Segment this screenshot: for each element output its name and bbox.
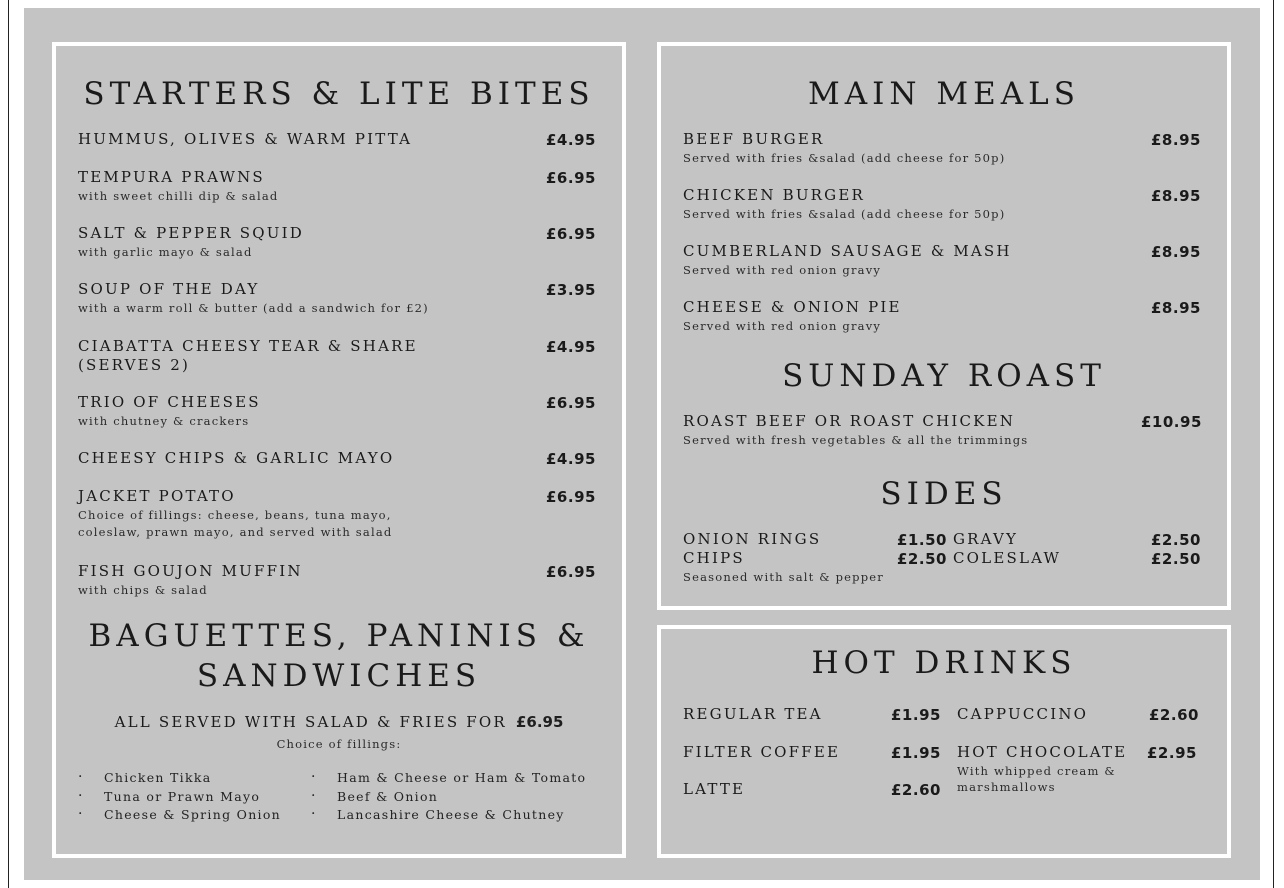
menu-item bbox=[957, 743, 1127, 796]
item-name: CAPPUCCINO bbox=[957, 705, 1089, 723]
menu-item bbox=[957, 705, 1088, 723]
item-name: ONION RINGS bbox=[683, 530, 822, 548]
item-description-line2: coleslaw, prawn mayo, and served with salad bbox=[78, 525, 393, 539]
filling-item: · Ham & Cheese or Ham & Tomato bbox=[311, 770, 586, 789]
item-description: Served with red onion gravy bbox=[683, 319, 882, 333]
filling-item: · Beef & Onion bbox=[311, 789, 586, 808]
menu-item bbox=[683, 412, 1028, 449]
item-name: CHIPS bbox=[683, 549, 745, 567]
item-name: CHEESE & ONION PIE bbox=[683, 298, 902, 316]
fillings-list-left bbox=[78, 770, 281, 826]
menu-item bbox=[78, 130, 412, 148]
served-with-line bbox=[56, 712, 622, 731]
hot-drinks-panel bbox=[661, 629, 1227, 854]
item-price: £8.95 bbox=[1151, 131, 1201, 149]
item-name: TRIO OF CHEESES bbox=[78, 393, 261, 411]
item-price: £2.60 bbox=[1149, 706, 1199, 724]
menu-item bbox=[953, 549, 1061, 567]
item-price: £4.95 bbox=[546, 338, 596, 356]
main-meals-heading: MAIN MEALS bbox=[808, 76, 1080, 112]
item-description: Served with red onion gravy bbox=[683, 263, 882, 277]
menu-item bbox=[683, 130, 1005, 167]
hot-drinks-heading: HOT DRINKS bbox=[811, 645, 1077, 681]
item-name: TEMPURA PRAWNS bbox=[78, 168, 265, 186]
left-menu-panel bbox=[56, 46, 622, 854]
filling-item: · Cheese & Spring Onion bbox=[78, 807, 281, 826]
item-price: £4.95 bbox=[546, 131, 596, 149]
menu-item bbox=[78, 337, 418, 374]
menu-item bbox=[78, 487, 392, 541]
item-price: £8.95 bbox=[1151, 187, 1201, 205]
menu-item bbox=[683, 242, 1012, 279]
menu-item bbox=[683, 780, 745, 798]
item-price: £8.95 bbox=[1151, 243, 1201, 261]
item-price: £1.95 bbox=[891, 706, 941, 724]
filling-item: · Chicken Tikka bbox=[78, 770, 281, 789]
item-name: HOT CHOCOLATE bbox=[957, 743, 1128, 761]
item-description: Served with fresh vegetables & all the trimmings bbox=[683, 433, 1029, 447]
starters-heading: STARTERS & LITE BITES bbox=[83, 76, 595, 112]
right-top-menu-panel bbox=[661, 46, 1227, 606]
item-name: BEEF BURGER bbox=[683, 130, 825, 148]
item-description: with sweet chilli dip & salad bbox=[78, 189, 279, 203]
crop-line-right bbox=[1273, 0, 1274, 888]
menu-item bbox=[78, 280, 429, 317]
menu-item bbox=[683, 743, 840, 761]
item-price: £4.95 bbox=[546, 450, 596, 468]
item-description: with garlic mayo & salad bbox=[78, 245, 253, 259]
choice-of-fillings: Choice of fillings: bbox=[276, 737, 402, 751]
item-description: with chips & salad bbox=[78, 583, 208, 597]
item-price: £2.50 bbox=[1151, 550, 1201, 568]
menu-item bbox=[683, 705, 823, 723]
item-price: £3.95 bbox=[546, 281, 596, 299]
item-description: With whipped cream & bbox=[957, 764, 1116, 778]
menu-item bbox=[683, 298, 902, 335]
item-name: CHEESY CHIPS & GARLIC MAYO bbox=[78, 449, 395, 467]
served-with-price: £6.95 bbox=[515, 713, 564, 731]
sunday-roast-heading: SUNDAY ROAST bbox=[782, 358, 1106, 394]
item-name: CIABATTA CHEESY TEAR & SHARE bbox=[78, 337, 418, 355]
item-description: with a warm roll & butter (add a sandwich for £2) bbox=[78, 301, 429, 315]
menu-item bbox=[953, 530, 1018, 548]
item-name: CUMBERLAND SAUSAGE & MASH bbox=[683, 242, 1012, 260]
item-price: £6.95 bbox=[546, 394, 596, 412]
served-with-text: ALL SERVED WITH SALAD & FRIES FOR bbox=[114, 713, 507, 731]
item-price: £6.95 bbox=[546, 225, 596, 243]
menu-item bbox=[78, 449, 394, 467]
item-description: Served with fries &salad (add cheese for 50p) bbox=[683, 151, 1006, 165]
item-price: £6.95 bbox=[546, 169, 596, 187]
item-price: £1.50 bbox=[897, 531, 947, 549]
item-description: with chutney & crackers bbox=[78, 414, 250, 428]
baguettes-heading: BAGUETTES, PANINIS & bbox=[88, 618, 590, 654]
item-description: Seasoned with salt & pepper bbox=[683, 570, 884, 584]
item-name: SALT & PEPPER SQUID bbox=[78, 224, 304, 242]
item-price: £2.95 bbox=[1147, 744, 1197, 762]
menu-item bbox=[683, 530, 821, 548]
filling-item: · Tuna or Prawn Mayo bbox=[78, 789, 281, 808]
menu-item bbox=[683, 549, 884, 586]
item-name: JACKET POTATO bbox=[78, 487, 236, 505]
item-price: £2.50 bbox=[1151, 531, 1201, 549]
item-description: Served with fries &salad (add cheese for 50p) bbox=[683, 207, 1006, 221]
baguettes-heading-line2: SANDWICHES bbox=[196, 658, 482, 694]
item-description: Choice of fillings: cheese, beans, tuna mayo, bbox=[78, 508, 392, 522]
item-name: HUMMUS, OLIVES & WARM PITTA bbox=[78, 130, 413, 148]
menu-item bbox=[683, 186, 1005, 223]
item-price: £2.50 bbox=[897, 550, 947, 568]
item-name: CHICKEN BURGER bbox=[683, 186, 865, 204]
crop-line-left bbox=[8, 0, 9, 888]
item-name: REGULAR TEA bbox=[683, 705, 823, 723]
item-price: £2.60 bbox=[891, 781, 941, 799]
item-price: £10.95 bbox=[1141, 413, 1202, 431]
item-name: FILTER COFFEE bbox=[683, 743, 841, 761]
item-name: GRAVY bbox=[953, 530, 1019, 548]
item-name: FISH GOUJON MUFFIN bbox=[78, 562, 303, 580]
item-price: £6.95 bbox=[546, 488, 596, 506]
fillings-list-right bbox=[311, 770, 586, 826]
sides-heading: SIDES bbox=[880, 476, 1008, 512]
item-price: £6.95 bbox=[546, 563, 596, 581]
item-price: £1.95 bbox=[891, 744, 941, 762]
item-name-line2: (SERVES 2) bbox=[78, 356, 191, 374]
item-name: COLESLAW bbox=[953, 549, 1062, 567]
filling-item: · Lancashire Cheese & Chutney bbox=[311, 807, 586, 826]
menu-item bbox=[78, 562, 303, 599]
menu-item bbox=[78, 224, 304, 261]
item-price: £8.95 bbox=[1151, 299, 1201, 317]
item-name: SOUP OF THE DAY bbox=[78, 280, 260, 298]
item-name: ROAST BEEF OR ROAST CHICKEN bbox=[683, 412, 1016, 430]
menu-item bbox=[78, 168, 278, 205]
item-description-line2: marshmallows bbox=[957, 780, 1056, 794]
item-name: LATTE bbox=[683, 780, 746, 798]
menu-item bbox=[78, 393, 261, 430]
